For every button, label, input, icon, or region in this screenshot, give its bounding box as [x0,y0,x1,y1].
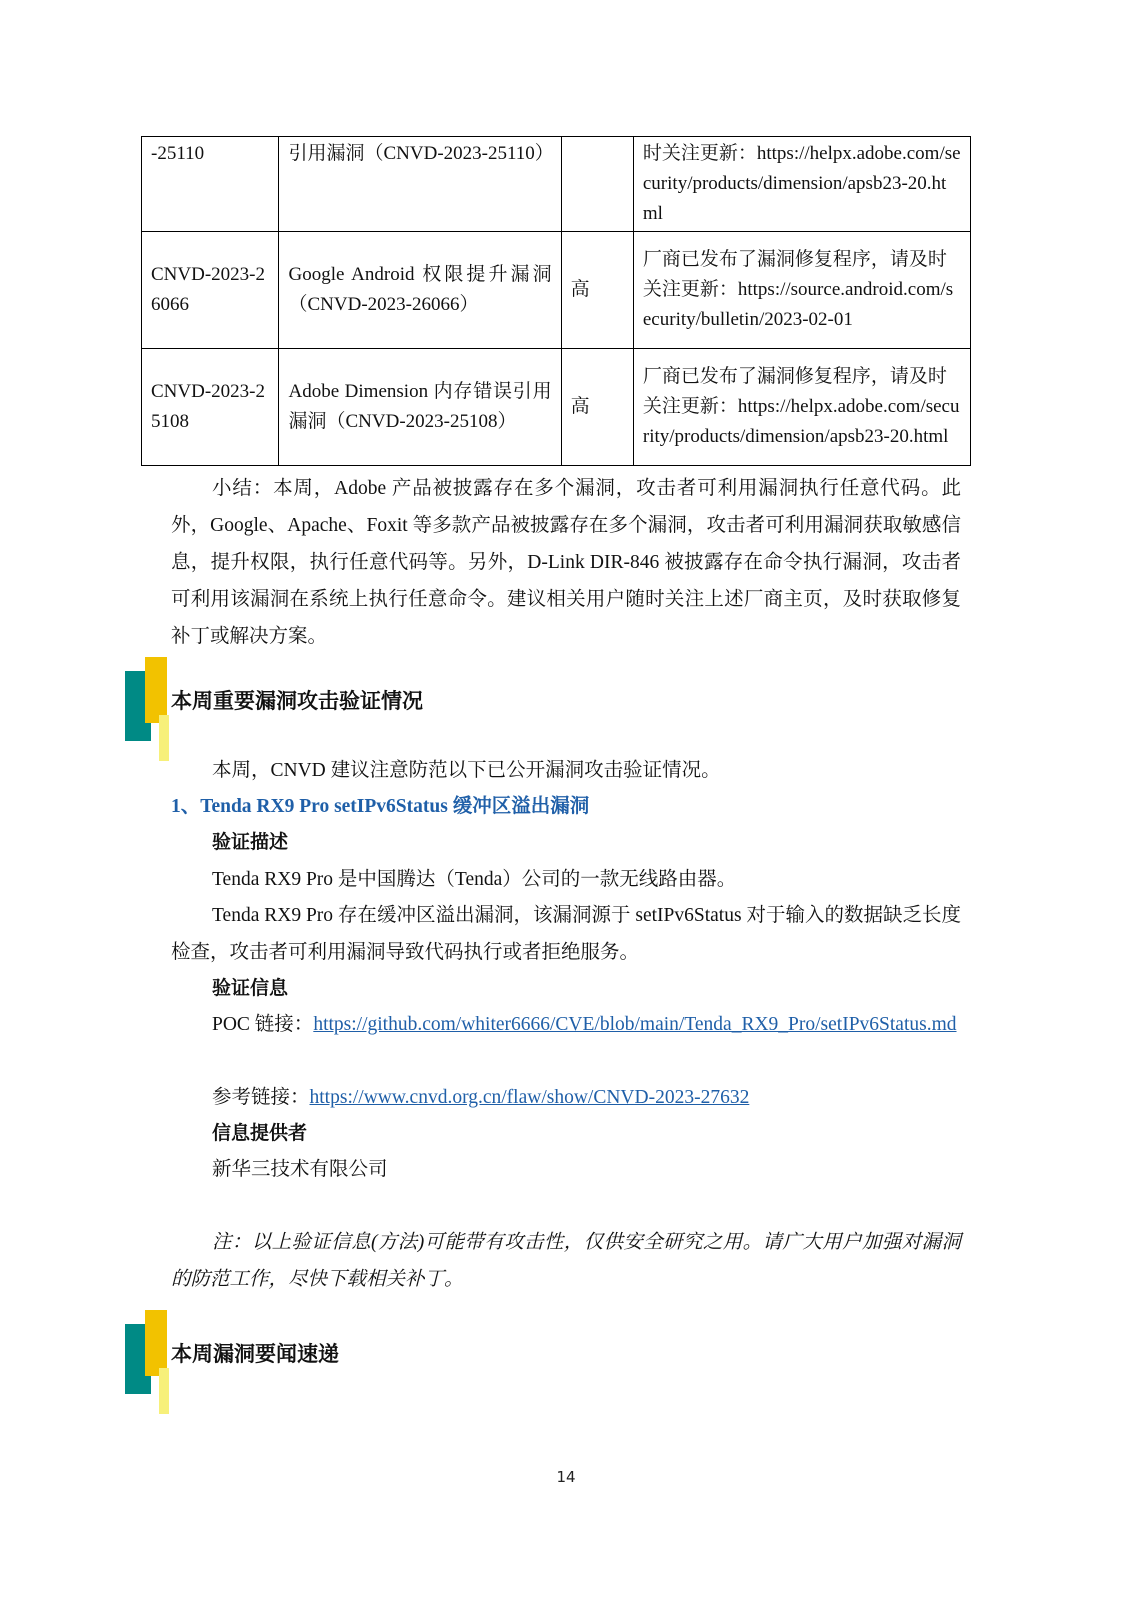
table-cell-name: Google Android 权限提升漏洞（CNVD-2023-26066） [279,232,561,349]
section-title: 本周漏洞要闻速递 [171,1342,339,1366]
description-line-1: Tenda RX9 Pro 是中国腾达（Tenda）公司的一款无线路由器。 [212,869,737,890]
table-cell-id: CNVD-2023-25108 [142,349,279,466]
reference-link[interactable]: https://www.cnvd.org.cn/flaw/show/CNVD-2023-27632 [309,1087,750,1108]
heading-decoration-gold [145,657,167,723]
table-row [142,137,971,232]
table-cell-level: 高 [561,232,633,349]
summary-paragraph: 小结：本周，Adobe 产品被披露存在多个漏洞，攻击者可利用漏洞执行任意代码。此外，Google、Apache、Foxit 等多款产品被披露存在多个漏洞，攻击者可利用漏洞获取敏感信息，提升权限，执行任意代码等。另外，D-Link DIR-846 被披露存在命令执行漏洞，攻击者可利用该漏洞在系统上执行任意命令。建议相关用户随时关注上述厂商主页，及时获取修复补丁或解决方案。 [171,478,961,647]
reference-label: 参考链接： [212,1087,310,1108]
verify-description-heading: 验证描述 [212,831,289,853]
reference-link-line [212,1079,749,1116]
disclaimer-note: 注：以上验证信息(方法)可能带有攻击性，仅供安全研究之用。请广大用户加强对漏洞的防范工作，尽快下载相关补丁。 [171,1232,961,1290]
heading-decoration-yellow [159,715,169,761]
poc-link-line [171,1006,961,1043]
description-line-2: Tenda RX9 Pro 存在缓冲区溢出漏洞，该漏洞源于 setIPv6Status 对于输入的数据缺乏长度检查，攻击者可利用漏洞导致代码执行或者拒绝服务。 [171,905,961,963]
section-heading-attack-verification [125,657,525,767]
vulnerability-table [141,136,971,466]
vuln-item-title: 1、Tenda RX9 Pro setIPv6Status 缓冲区溢出漏洞 [171,796,590,817]
provider-name: 新华三技术有限公司 [212,1159,388,1180]
provider-heading: 信息提供者 [212,1122,308,1144]
heading-decoration-gold [145,1310,167,1376]
poc-link[interactable]: https://github.com/whiter6666/CVE/blob/main/Tenda_RX9_Pro/setIPv6Status.md [313,1014,957,1035]
table-cell-fix: 厂商已发布了漏洞修复程序，请及时关注更新：https://helpx.adobe.com/security/products/dimension/apsb23-20.html [633,349,970,466]
heading-decoration-yellow [159,1368,169,1414]
table-cell-fix: 厂商已发布了漏洞修复程序，请及时关注更新：https://source.android.com/security/bulletin/2023-02-01 [633,232,970,349]
table-cell-level [561,137,633,232]
page-number: 14 [556,1468,576,1486]
section-title: 本周重要漏洞攻击验证情况 [171,689,423,713]
table-cell-fix: 时关注更新：https://helpx.adobe.com/security/products/dimension/apsb23-20.html [633,137,970,232]
table-cell-name: 引用漏洞（CNVD-2023-25110） [279,137,561,232]
table-row [142,349,971,466]
poc-label: POC 链接： [212,1014,314,1035]
verify-info-heading: 验证信息 [212,977,289,999]
table-row [142,232,971,349]
section-intro: 本周，CNVD 建议注意防范以下已公开漏洞攻击验证情况。 [212,760,721,781]
table-cell-level: 高 [561,349,633,466]
table-cell-id: CNVD-2023-26066 [142,232,279,349]
table-cell-id: -25110 [142,137,279,232]
section-heading-news [125,1310,525,1420]
table-cell-name: Adobe Dimension 内存错误引用漏洞（CNVD-2023-25108） [279,349,561,466]
